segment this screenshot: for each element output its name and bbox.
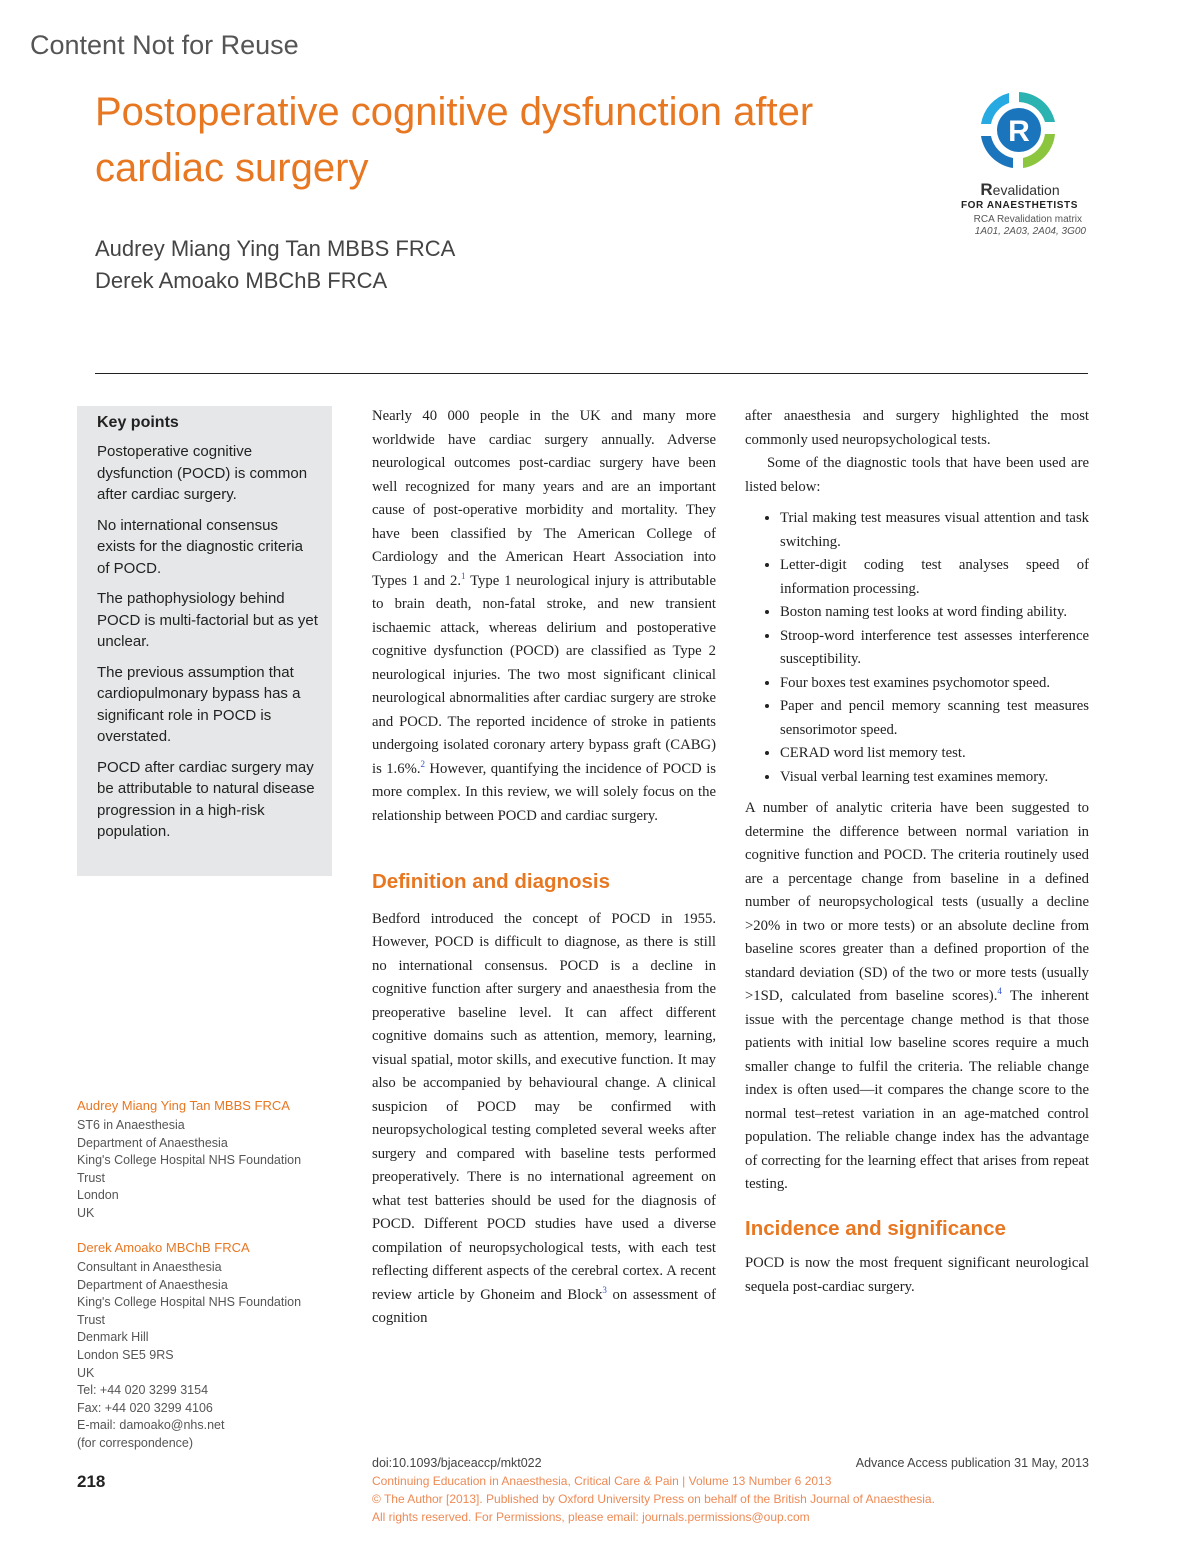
body-column-2 — [372, 405, 716, 1331]
affiliation-line: (for correspondence) — [77, 1435, 194, 1450]
author-1: Audrey Miang Ying Tan MBBS FRCA — [95, 236, 456, 261]
continued-paragraph: after anaesthesia and surgery highlighted the most commonly used neuropsychological tests. — [745, 408, 1089, 448]
definition-text-a: Bedford introduced the concept of POCD in 1955. However, POCD is difficult to diagnose, as there is still no international consensus. POCD is a decline in cognitive function after surgery and anaesthesia from the preoperative baseline level. It can affect different cognitive domains such as attention, memory, learning, visual spatial, motor skills, and executive function. It may also be accompanied by behavioural change. A clinical suspicion of POCD may be confirmed with neuropsychological testing completed several weeks after surgery and compared with baseline tests performed preoperatively. There is no international agreement on what test batteries should be used for the diagnosis of POCD. Different POCD studies have used a diverse compilation of neuropsychological tests, with each test reflecting different aspects of the cerebral cortex. A recent review article by Ghoneim and Block — [372, 910, 716, 1303]
intro-text-b: Type 1 neurological injury is attributable to brain death, non-fatal stroke, and new transient ischaemic attack, whereas delirium and postoperative cognitive dysfunction (POCD) are classified as Type 2 neurological injuries. The two most significant clinical neurological abnormalities after cardiac surgery are stroke and POCD. The reported incidence of stroke in patients undergoing isolated coronary artery bypass graft (CABG) is 1.6%. — [372, 572, 717, 777]
affiliation-line: Department of Anaesthesia — [77, 1135, 228, 1150]
key-point: No international consensus exists for the diagnostic criteria of POCD. — [97, 516, 303, 577]
key-points-title: Key points — [97, 414, 179, 431]
list-item: • Visual verbal learning test examines memory. — [780, 766, 1089, 790]
affiliation-line: E-mail: damoako@nhs.net — [77, 1418, 225, 1433]
reference-link[interactable]: 4 — [997, 986, 1002, 997]
affiliation-line: ST6 in Anaesthesia — [77, 1118, 185, 1132]
list-item: • Boston naming test looks at word finding ability. — [780, 601, 1089, 625]
definition-text-b: on assessment of cognition — [372, 1286, 716, 1326]
affiliation-line: London — [77, 1188, 119, 1203]
section-heading-incidence: Incidence and significance — [745, 1216, 1006, 1240]
revalidation-wordmark — [950, 180, 1090, 200]
intro-paragraph — [372, 405, 716, 828]
affiliation-line: London SE5 9RS — [77, 1347, 174, 1362]
affiliation-name: Audrey Miang Ying Tan MBBS FRCA — [77, 1098, 290, 1113]
watermark-text: Content Not for Reuse — [30, 30, 299, 60]
list-item: • Letter-digit coding test analyses speed of information processing. — [780, 554, 1089, 601]
diagnostic-tools-list — [745, 507, 1089, 789]
section-heading-definition: Definition and diagnosis — [372, 870, 611, 893]
body-column-3 — [745, 405, 1089, 1299]
page-number: 218 — [77, 1472, 106, 1491]
affiliation-line: Denmark Hill — [77, 1330, 149, 1345]
reference-link[interactable]: 2 — [420, 758, 425, 769]
affiliation-name: Derek Amoako MBChB FRCA — [77, 1240, 250, 1255]
list-item: • Trial making test measures visual attention and task switching. — [780, 507, 1089, 554]
criteria-text-b: The inherent issue with the percentage change method is that those patients with initial low baseline scores require a much smaller change to fulfil the criteria. The reliable change index is often used—it compares the change score to the normal test–retest variation in an age-matched control population. The reliable change index has the advantage of correcting for the learning effect that arises from repeat testing. — [745, 988, 1089, 1192]
revalidation-matrix-label: RCA Revalidation matrix — [973, 214, 1082, 225]
doi-text: doi:10.1093/bjaceaccp/mkt022 — [372, 1456, 542, 1470]
header-divider — [95, 373, 1088, 374]
criteria-paragraph — [745, 797, 1089, 1197]
article-title — [95, 84, 925, 196]
affiliation-line: UK — [77, 1205, 95, 1220]
title-line-1: Postoperative cognitive dysfunction after — [95, 90, 814, 134]
reference-link[interactable]: 1 — [461, 570, 466, 581]
revalidation-logo-icon — [975, 86, 1063, 174]
list-item: • CERAD word list memory test. — [780, 742, 1089, 766]
permissions-text: All rights reserved. For Permissions, please email: journals.permissions@oup.com — [372, 1510, 810, 1524]
key-points-box — [77, 406, 332, 876]
key-point: The pathophysiology behind POCD is multi-factorial but as yet unclear. — [97, 590, 318, 650]
affiliation-author-1 — [77, 1098, 342, 1223]
affiliation-line: King's College Hospital NHS Foundation — [77, 1153, 302, 1168]
affiliation-line: Department of Anaesthesia — [77, 1277, 228, 1292]
list-item: • Stroop-word interference test assesses interference susceptibility. — [780, 625, 1089, 672]
revalidation-matrix-codes: 1A01, 2A03, 2A04, 3G00 — [974, 226, 1086, 237]
reference-link[interactable]: 3 — [602, 1284, 607, 1295]
intro-text-a: Nearly 40 000 people in the UK and many more worldwide have cardiac surgery annually. Adverse neurological outcomes post-cardiac surgery have been well recognized for many years and are an important cause of post-operative morbidity and mortality. They have been classified by The American College of Cardiology and the American Heart Association into Types 1 and 2. — [372, 408, 716, 589]
intro-text-c: However, quantifying the incidence of POCD is more complex. In this review, we will solely focus on the relationship between POCD and cardiac surgery. — [372, 760, 716, 824]
key-point: The previous assumption that cardiopulmonary bypass has a significant role in POCD is overstated. — [97, 663, 301, 745]
key-point: POCD after cardiac surgery may be attributable to natural disease progression in a high-risk population. — [97, 758, 315, 840]
affiliation-line: Consultant in Anaesthesia — [77, 1260, 222, 1274]
key-point: Postoperative cognitive dysfunction (POCD) is common after cardiac surgery. — [97, 443, 308, 503]
list-item: • Paper and pencil memory scanning test measures sensorimotor speed. — [780, 695, 1089, 742]
title-line-2: cardiac surgery — [95, 146, 369, 190]
revalidation-brand-rest: evalidation — [992, 182, 1060, 198]
affiliation-author-2 — [77, 1240, 342, 1453]
revalidation-brand-initial: R — [980, 180, 993, 199]
revalidation-for-anaesthetists: FOR ANAESTHETISTS — [960, 200, 1078, 211]
affiliation-line: Fax: +44 020 3299 4106 — [77, 1400, 213, 1415]
logo-letter: R — [1008, 115, 1030, 148]
tools-intro-paragraph: Some of the diagnostic tools that have been used are listed below: — [745, 455, 1089, 495]
author-2: Derek Amoako MBChB FRCA — [95, 268, 388, 293]
incidence-paragraph: POCD is now the most frequent significant neurological sequela post-cardiac surgery. — [745, 1255, 1089, 1295]
criteria-text-a: A number of analytic criteria have been suggested to determine the difference between normal variation in cognitive function and POCD. The criteria routinely used are a percentage change from baseline in a defined number of neuropsychological tests (usually a decline >20% in two or more tests) or an absolute decline from baseline scores greater than a defined proportion of the standard deviation (SD) of the two or more tests (usually >1SD, calculated from baseline scores). — [745, 800, 1089, 1004]
journal-citation-link[interactable]: Continuing Education in Anaesthesia, Critical Care & Pain | Volume 13 Number 6 2013 — [372, 1474, 832, 1488]
affiliation-line: Trust — [77, 1312, 106, 1327]
affiliation-line: Tel: +44 020 3299 3154 — [77, 1383, 209, 1398]
copyright-text: © The Author [2013]. Published by Oxford University Press on behalf of the British Journal of Anaesthesia. — [372, 1492, 935, 1506]
affiliation-line: UK — [77, 1365, 95, 1380]
definition-paragraph — [372, 908, 716, 1331]
advance-access-text: Advance Access publication 31 May, 2013 — [855, 1456, 1089, 1470]
affiliation-line: Trust — [77, 1170, 106, 1185]
affiliation-line: King's College Hospital NHS Foundation — [77, 1295, 302, 1310]
list-item: • Four boxes test examines psychomotor speed. — [780, 672, 1089, 696]
